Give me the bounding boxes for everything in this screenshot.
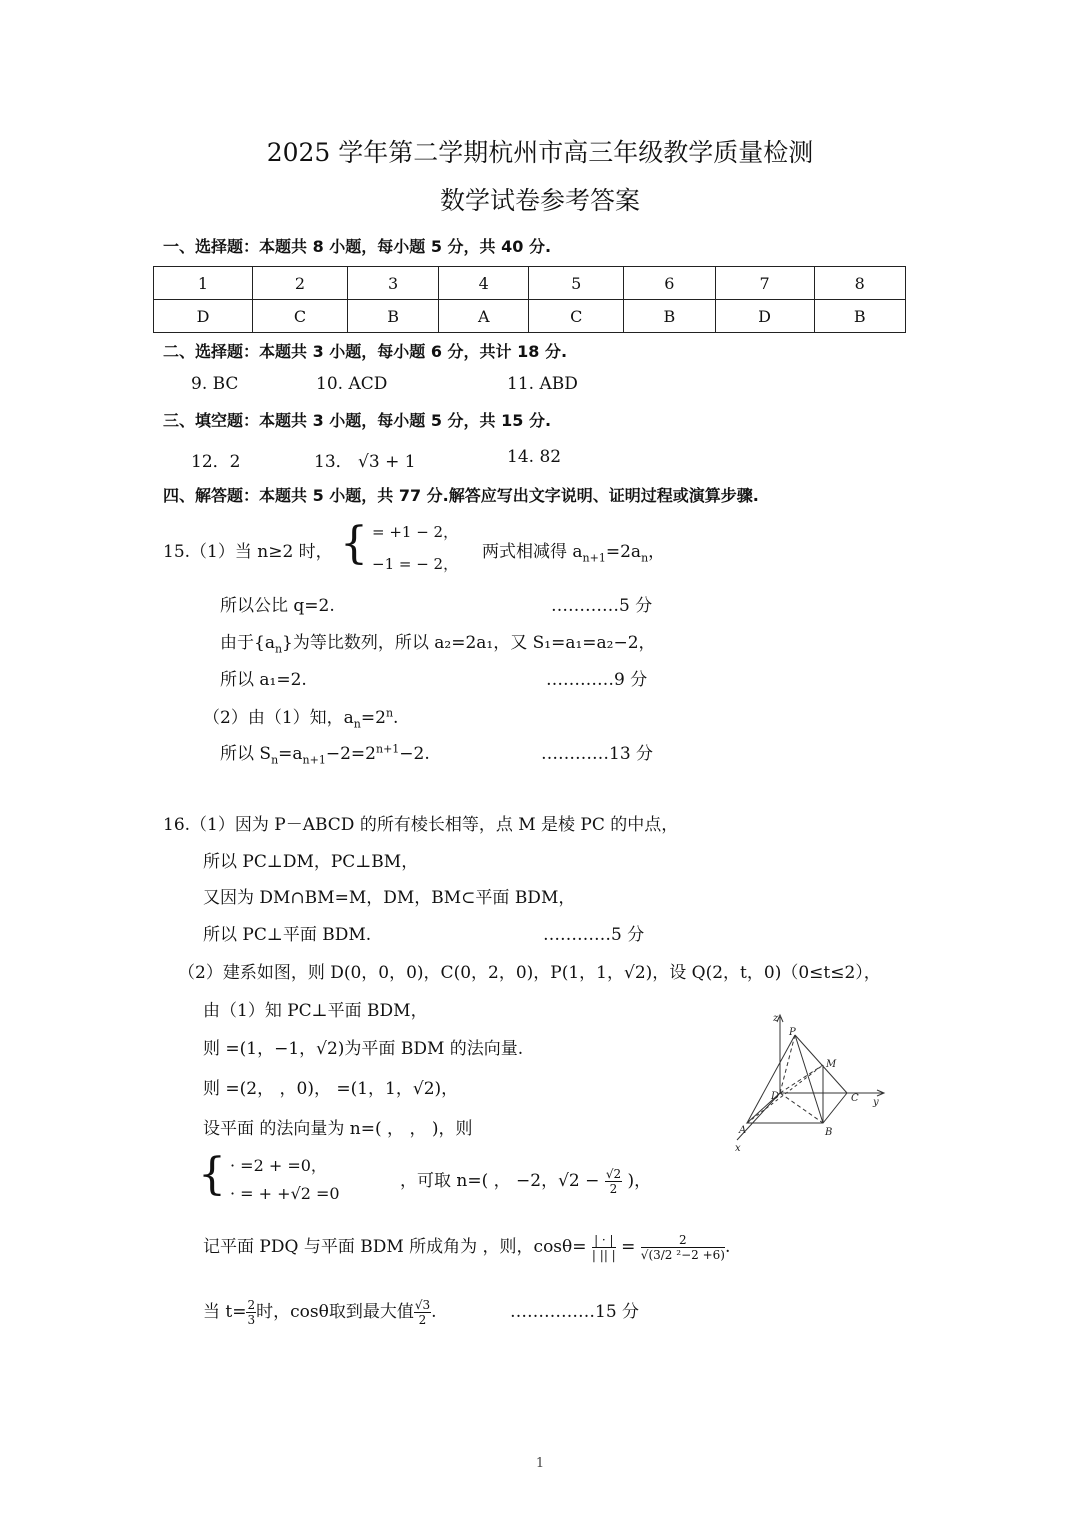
- answer-item: 12．2: [191, 452, 241, 472]
- answer-table-answer-row: [154, 300, 906, 333]
- denominator: √(3/2 ²−2 +6): [640, 1248, 725, 1262]
- text: =a: [278, 744, 303, 764]
- score-marker: …………5 分: [543, 925, 645, 945]
- section3-heading: 三、填空题：本题共 3 小题，每小题 5 分，共 15 分.: [163, 411, 552, 430]
- score-marker: ……………15 分: [510, 1302, 640, 1322]
- q16-system-eq2: · = + +√2 =0: [230, 1184, 340, 1203]
- text: 时，cosθ取到最大值: [256, 1302, 414, 1322]
- figure-label: D: [771, 1091, 780, 1102]
- question-number: 4: [439, 267, 529, 300]
- q15-line3: [220, 628, 656, 655]
- q16-line7: 则 =(1，−1，√2)为平面 BDM 的法向量.: [203, 1039, 524, 1059]
- figure-label: C: [851, 1093, 859, 1104]
- fraction: [246, 1298, 256, 1328]
- superscript: n: [385, 706, 394, 720]
- answer-cell: D: [154, 300, 253, 333]
- edge-pc: [795, 1035, 847, 1093]
- text: .: [724, 1237, 731, 1257]
- figure-label: P: [789, 1027, 796, 1038]
- fraction: [592, 1233, 616, 1263]
- q15-line5: [203, 703, 398, 730]
- text: =: [615, 1237, 641, 1257]
- q15-system-eq1: = +1 − 2，: [372, 523, 459, 541]
- edge-pb: [795, 1035, 823, 1123]
- subscript: n+1: [302, 753, 326, 767]
- document-title: 2025 学年第二学期杭州市高三年级教学质量检测: [266, 138, 814, 167]
- fraction: [605, 1167, 622, 1197]
- denominator: | || |: [591, 1248, 616, 1262]
- answer-cell: C: [253, 300, 348, 333]
- text: 由于{a: [220, 633, 275, 653]
- q16-line1: 16.（1）因为 P－ABCD 的所有棱长相等，点 M 是棱 PC 的中点，: [163, 815, 679, 835]
- q16-line4: 所以 PC⊥平面 BDM.: [203, 925, 372, 945]
- figure-label: A: [739, 1125, 747, 1136]
- question-number: 6: [624, 267, 715, 300]
- segment-am: [747, 1065, 823, 1123]
- q16-line12: [203, 1297, 437, 1327]
- system-brace: {: [340, 518, 368, 569]
- question-number: 1: [154, 267, 253, 300]
- section1-heading: 一、选择题：本题共 8 小题，每小题 5 分，共 40 分.: [163, 237, 552, 256]
- answer-cell: B: [347, 300, 438, 333]
- figure-label: z: [773, 1013, 779, 1024]
- q15-line2: 所以公比 q=2.: [220, 596, 335, 616]
- answer-cell: C: [529, 300, 624, 333]
- q16-line5: （2）建系如图，则 D(0，0，0)，C(0，2，0)，P(1，1，√2)，设 Q(2，t，0)（0≤t≤2），: [178, 963, 881, 983]
- text: 两式相减得 a: [482, 542, 583, 562]
- subscript: n: [353, 717, 361, 731]
- q16-line10: [400, 1166, 651, 1196]
- fraction: [641, 1233, 725, 1263]
- q16-line3: 又因为 DM∩BM=M，DM，BM⊂平面 BDM，: [203, 888, 576, 908]
- q16-line8: 则 =(2， ，0)， =(1，1，√2)，: [203, 1079, 459, 1099]
- answer-table: [153, 266, 906, 333]
- text: −2=2: [325, 744, 376, 764]
- edge-pa: [747, 1035, 795, 1123]
- denominator: 2: [418, 1313, 427, 1327]
- answer-item-label: 13．: [314, 452, 353, 472]
- q16-line9: 设平面 的法向量为 n=( ， ， )，则: [203, 1119, 473, 1139]
- text: )，: [622, 1171, 652, 1191]
- question-number: 7: [715, 267, 814, 300]
- text: （2）由（1）知，a: [203, 708, 354, 728]
- text: .: [393, 708, 399, 728]
- subscript: n: [641, 551, 649, 565]
- pyramid-base: [747, 1093, 847, 1123]
- answer-item: [314, 447, 416, 472]
- text: .: [431, 1302, 437, 1322]
- text: =2a: [605, 542, 642, 562]
- q15-line1-tail: [482, 537, 665, 564]
- numerator: 2: [641, 1233, 725, 1248]
- score-marker: …………9 分: [546, 670, 648, 690]
- numerator: √3: [414, 1297, 431, 1312]
- answer-cell: B: [814, 300, 905, 333]
- subscript: n: [274, 642, 283, 656]
- numerator: √2: [605, 1166, 622, 1181]
- question-number: 8: [814, 267, 905, 300]
- figure-label: M: [826, 1059, 837, 1070]
- answer-table-number-row: [154, 267, 906, 300]
- answer-cell: D: [715, 300, 814, 333]
- question-number: 5: [529, 267, 624, 300]
- q15-line6: [220, 739, 430, 766]
- text: 所以 S: [220, 744, 272, 764]
- q16-line2: 所以 PC⊥DM，PC⊥BM，: [203, 852, 419, 872]
- pyramid-figure: [725, 1005, 890, 1155]
- text: 记平面 PDQ 与平面 BDM 所成角为 ，则，cosθ=: [203, 1237, 587, 1257]
- text: −2.: [399, 744, 430, 764]
- text: ，: [648, 542, 666, 562]
- answer-cell: B: [624, 300, 715, 333]
- score-marker: …………5 分: [551, 596, 653, 616]
- page-number: 1: [535, 1456, 545, 1471]
- denominator: 2: [609, 1182, 618, 1196]
- fraction: [414, 1298, 431, 1328]
- text: }为等比数列，所以 a₂=2a₁，又 S₁=a₁=a₂−2，: [282, 633, 656, 653]
- system-brace: {: [198, 1149, 226, 1200]
- q15-line1: 15.（1）当 n≥2 时，: [163, 542, 333, 562]
- text: ，可取 n=( ， −2，√2 −: [400, 1171, 600, 1191]
- answer-item: 10. ACD: [316, 374, 388, 394]
- score-marker: …………13 分: [541, 744, 654, 764]
- section2-heading: 二、选择题：本题共 3 小题，每小题 6 分，共计 18 分.: [163, 342, 568, 361]
- section4-heading: 四、解答题：本题共 5 小题，共 77 分.解答应写出文字说明、证明过程或演算步骤.: [163, 486, 759, 505]
- q16-line11: [203, 1232, 730, 1262]
- q15-system-eq2: −1 = − 2，: [372, 555, 459, 573]
- question-number: 2: [253, 267, 348, 300]
- superscript: n+1: [375, 742, 400, 756]
- numerator: | · |: [592, 1233, 616, 1248]
- figure-label: y: [873, 1097, 879, 1108]
- text: =2: [360, 708, 386, 728]
- answer-item: 9. BC: [191, 374, 239, 394]
- answer-cell: A: [439, 300, 529, 333]
- segment-db: [780, 1093, 823, 1123]
- answer-item-value: √3 + 1: [358, 452, 416, 472]
- numerator: 2: [247, 1297, 256, 1312]
- answer-item: 11. ABD: [507, 374, 578, 394]
- figure-label: B: [825, 1127, 833, 1138]
- figure-label: x: [735, 1143, 741, 1154]
- subscript: n: [271, 753, 279, 767]
- question-number: 3: [347, 267, 438, 300]
- subscript: n+1: [582, 551, 606, 565]
- document-subtitle: 数学试卷参考答案: [439, 186, 640, 215]
- answer-item: 14. 82: [507, 447, 562, 467]
- q16-line6: 由（1）知 PC⊥平面 BDM，: [203, 1001, 428, 1021]
- q16-system-eq1: · =2 + =0，: [230, 1156, 327, 1175]
- q15-line4: 所以 a₁=2.: [220, 670, 307, 690]
- text: 当 t=: [203, 1302, 247, 1322]
- denominator: 3: [247, 1313, 256, 1327]
